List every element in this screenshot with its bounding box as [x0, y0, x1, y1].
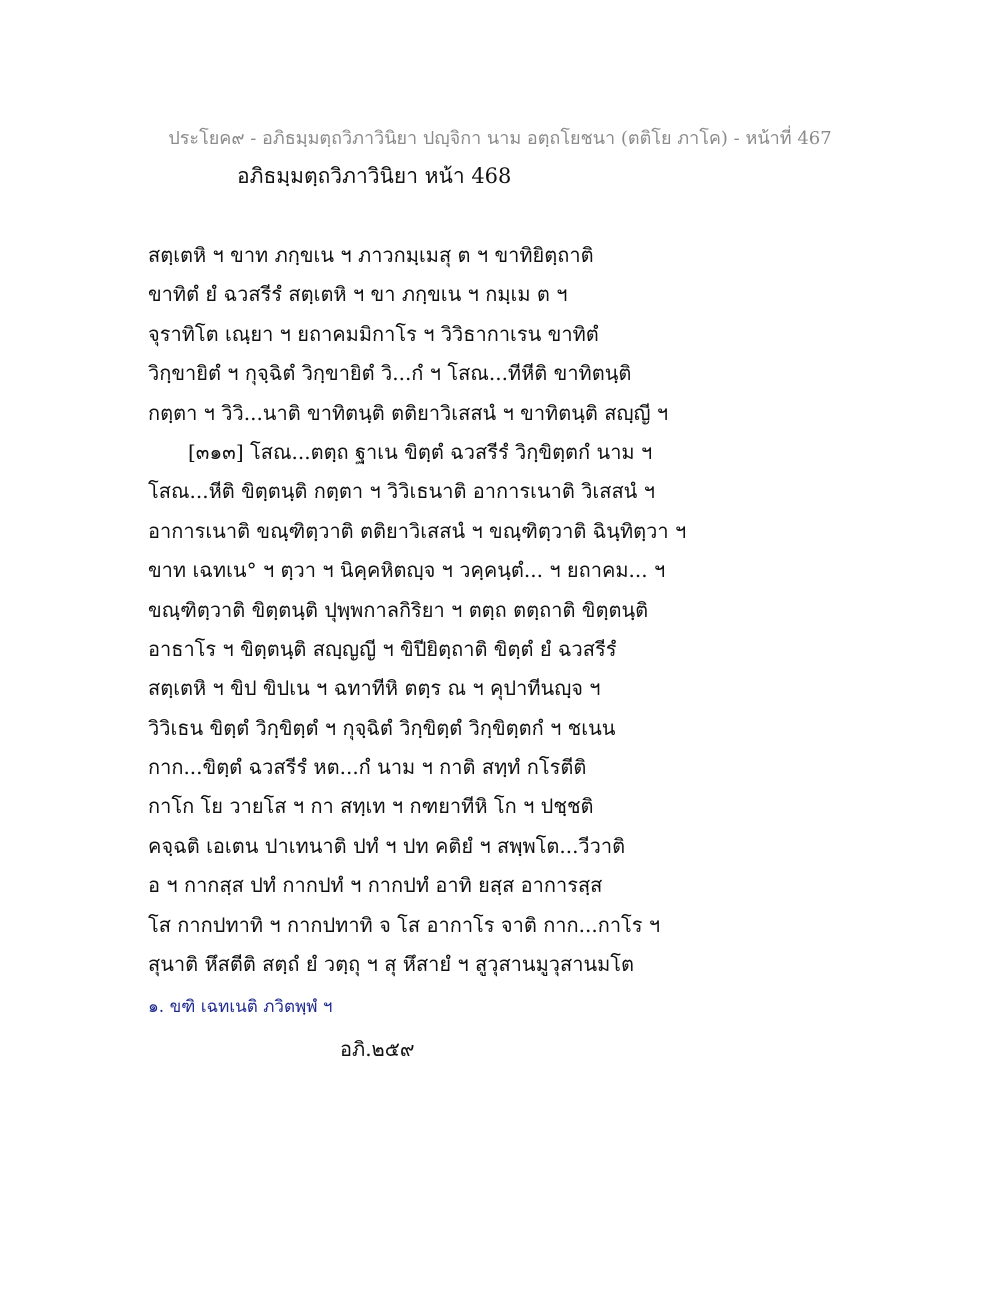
body-line: ขาทิตํ ยํ ฉวสรีรํ สตฺเตหิ ฯ ขา ภกฺขเน ฯ กมฺเม ต ฯ	[148, 282, 568, 307]
body-line: อาธาโร ฯ ขิตฺตนฺติ สญฺญญี ฯ ขิปียิตฺถาติ ขิตฺตํ ยํ ฉวสรีรํ	[148, 636, 617, 661]
page-title: อภิธมฺมตฺถวิภาวินิยา หน้า 468	[237, 164, 512, 188]
body-line: จุราทิโต เณฺยา ฯ ยถาคมมิกาโร ฯ วิวิธากาเรน ขาทิตํ	[148, 321, 599, 346]
running-header: ประโยค๙ - อภิธมฺมตฺถวิภาวินิยา ปญฺจิกา นาม อตฺถโยชนา (ตติโย ภาโค) - หน้าที่ 467	[168, 128, 832, 149]
body-line: สตฺเตหิ ฯ ขิป ขิปเน ฯ ฉทาทีหิ ตตฺร ณ ฯ คุปาทีนญฺจ ฯ	[148, 676, 601, 701]
paragraph-start-line: [๓๑๓] โสณ...ตตฺถ ฐาเน ขิตฺตํ ฉวสรีรํ วิกฺขิตฺตกํ นาม ฯ	[188, 439, 653, 464]
body-line: โสณ...หีติ ขิตฺตนฺติ กตฺตา ฯ วิวิเธนาติ อาการเนาติ วิเสสนํ ฯ	[148, 479, 655, 504]
body-line: อาการเนาติ ขณฺฑิตฺวาติ ตติยาวิเสสนํ ฯ ขณฺฑิตฺวาติ ฉินฺทิตฺวา ฯ	[148, 518, 687, 543]
body-line: สตฺเตหิ ฯ ขาท ภกฺขเน ฯ ภาวกมฺเมสุ ต ฯ ขาทิยิตฺถาติ	[148, 243, 594, 267]
body-line: โส กากปทาทิ ฯ กากปทาทิ จ โส อากาโร จาติ กาก...กาโร ฯ	[148, 912, 661, 937]
body-line: ขาท เฉทเน° ฯ ตฺวา ฯ นิคฺคหิตญฺจ ฯ วคฺคนฺตํ... ฯ ยถาคม... ฯ	[148, 558, 666, 583]
footnote: ๑. ขฑิ เฉทเนติ ภวิตพฺพํ ฯ	[148, 997, 333, 1017]
body-line: วิกฺขายิตํ ฯ กุจฺฉิตํ วิกฺขายิตํ วิ...กํ ฯ โสณ...ทีหีติ ขาทิตนฺติ	[148, 361, 632, 386]
body-line: ขณฺฑิตฺวาติ ขิตฺตนฺติ ปุพฺพกาลกิริยา ฯ ตตฺถ ตตฺถาติ ขิตฺตนฺติ	[148, 597, 649, 622]
body-line: อ ฯ กากสฺส ปทํ กากปทํ ฯ กากปทํ อาทิ ยสฺส อาการสฺส	[148, 873, 603, 898]
body-line: คจฺฉติ เอเตน ปาเทนาติ ปทํ ฯ ปท คติยํ ฯ สพฺพโต...วีวาติ	[148, 833, 626, 858]
body-line: กาโก โย วายโส ฯ กา สทฺเท ฯ กฑยาทีหิ โก ฯ ปชฺชติ	[148, 794, 594, 819]
body-text	[148, 236, 868, 984]
page-marker: อภิ.๒๕๙	[340, 1037, 415, 1061]
body-line: กตฺตา ฯ วิวิ...นาติ ขาทิตนฺติ ตติยาวิเสสนํ ฯ ขาทิตนฺติ สญฺญี ฯ	[148, 400, 669, 425]
body-line: สุนาติ หึสตีติ สตฺถํ ยํ วตฺถุ ฯ สุ หึสายํ ฯ สูวุสานมูวุสานมโต	[148, 952, 635, 977]
body-line: วิวิเธน ขิตฺตํ วิกฺขิตฺตํ ฯ กุจฺฉิตํ วิกฺขิตฺตํ วิกฺขิตฺตกํ ฯ ชเนน	[148, 715, 616, 740]
body-line: กาก...ขิตฺตํ ฉวสรีรํ หต...กํ นาม ฯ กาติ สทฺทํ กโรตีติ	[148, 755, 587, 780]
